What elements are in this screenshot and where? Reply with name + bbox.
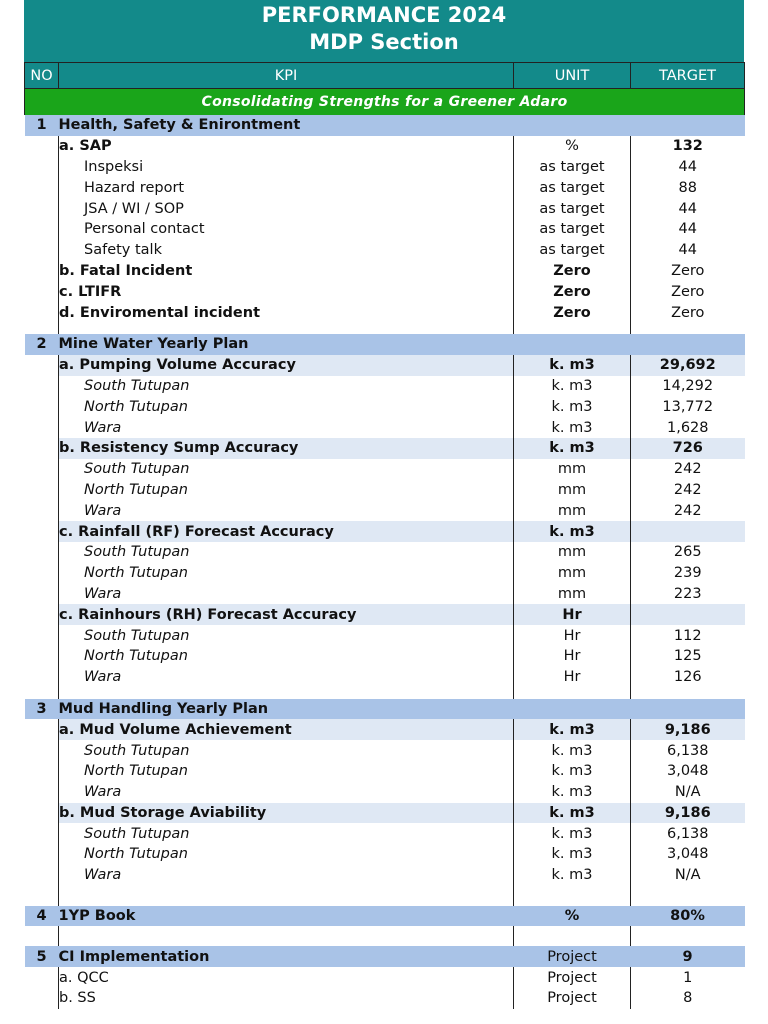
table-row: [25, 988, 745, 1009]
section-row: [25, 906, 745, 927]
cell-kpi: South Tutupan: [59, 823, 514, 844]
table-row: [25, 844, 745, 865]
cell-unit: %: [565, 138, 579, 155]
column-header-no: NO: [25, 63, 59, 89]
cell-kpi: Wara: [59, 500, 514, 521]
cell-kpi: a. Mud Volume Achievement: [59, 719, 514, 740]
spacer-cell: [631, 926, 745, 946]
table-row: [25, 302, 745, 323]
cell-target: 125: [631, 646, 745, 667]
cell-unit: k. m3: [551, 867, 593, 884]
cell-target: 239: [631, 563, 745, 584]
cell-no: 5: [25, 946, 59, 967]
spacer-cell: [514, 323, 631, 334]
cell-no: [25, 584, 59, 605]
cell-kpi: CI Implementation: [59, 946, 514, 967]
table-row: [25, 459, 745, 480]
table-row: [25, 563, 745, 584]
cell-unit: mm: [557, 481, 587, 498]
cell-target: 3,048: [631, 844, 745, 865]
cell-target: 126: [631, 667, 745, 688]
cell-unit: mm: [557, 544, 587, 561]
page-subtitle: MDP Section: [309, 30, 459, 54]
spacer-row: [25, 886, 745, 906]
cell-no: [25, 844, 59, 865]
cell-kpi: Inspeksi: [59, 157, 514, 178]
cell-target: [631, 699, 745, 720]
cell-no: [25, 396, 59, 417]
cell-kpi: b. Fatal Incident: [59, 261, 514, 282]
cell-target: Zero: [631, 302, 745, 323]
cell-unit: Zero: [553, 283, 591, 300]
cell-no: [25, 302, 59, 323]
spacer-cell: [59, 323, 514, 334]
cell-target: 44: [631, 219, 745, 240]
cell-target: 44: [631, 240, 745, 261]
table-row: [25, 740, 745, 761]
kpi-table: [24, 62, 745, 1009]
spacer-row: [25, 926, 745, 946]
table-row: [25, 261, 745, 282]
spacer-cell: [59, 886, 514, 906]
spacer-cell: [25, 688, 59, 699]
cell-unit: k. m3: [551, 763, 593, 780]
cell-target: 88: [631, 177, 745, 198]
title-banner: [24, 0, 744, 62]
cell-no: [25, 219, 59, 240]
table-row: [25, 604, 745, 625]
table-row: [25, 198, 745, 219]
table-row: [25, 177, 745, 198]
cell-kpi: North Tutupan: [59, 563, 514, 584]
cell-unit: Hr: [563, 669, 581, 686]
cell-target: 223: [631, 584, 745, 605]
cell-target: 265: [631, 542, 745, 563]
cell-no: [25, 177, 59, 198]
section-row: [25, 334, 745, 355]
cell-kpi: North Tutupan: [59, 761, 514, 782]
cell-no: [25, 625, 59, 646]
table-row: [25, 417, 745, 438]
cell-unit: Hr: [563, 627, 581, 644]
cell-no: [25, 761, 59, 782]
cell-no: [25, 480, 59, 501]
cell-target: 80%: [631, 906, 745, 927]
table-row: [25, 584, 745, 605]
cell-unit: Zero: [553, 262, 591, 279]
cell-no: [25, 667, 59, 688]
table-row: [25, 646, 745, 667]
cell-no: [25, 967, 59, 988]
cell-target: 9: [631, 946, 745, 967]
cell-kpi: Wara: [59, 584, 514, 605]
cell-no: 4: [25, 906, 59, 927]
cell-unit: k. m3: [514, 521, 631, 542]
page-title: PERFORMANCE 2024: [261, 3, 507, 27]
cell-unit: k. m3: [551, 377, 593, 394]
cell-target: 13,772: [631, 396, 745, 417]
spacer-cell: [514, 926, 631, 946]
table-row: [25, 157, 745, 178]
cell-target: 6,138: [631, 823, 745, 844]
cell-kpi: c. LTIFR: [59, 281, 514, 302]
column-header-target: TARGET: [631, 63, 745, 89]
cell-kpi: b. SS: [59, 988, 514, 1009]
cell-unit: k. m3: [551, 419, 593, 436]
cell-kpi: Mine Water Yearly Plan: [59, 334, 514, 355]
cell-no: [25, 198, 59, 219]
cell-no: [25, 865, 59, 886]
cell-target: 3,048: [631, 761, 745, 782]
cell-unit: k. m3: [551, 742, 593, 759]
spacer-cell: [514, 688, 631, 699]
cell-target: [631, 334, 745, 355]
cell-kpi: 1YP Book: [59, 906, 514, 927]
cell-no: [25, 542, 59, 563]
cell-target: 9,186: [631, 719, 745, 740]
kpi-table-body: [25, 115, 745, 1009]
cell-unit: [514, 699, 631, 720]
table-row: [25, 219, 745, 240]
spacer-cell: [59, 926, 514, 946]
cell-unit: as target: [539, 221, 605, 238]
cell-unit: as target: [539, 242, 605, 259]
table-row: [25, 865, 745, 886]
cell-no: 1: [25, 115, 59, 136]
cell-kpi: Wara: [59, 782, 514, 803]
cell-unit: k. m3: [514, 355, 631, 376]
cell-unit: [514, 334, 631, 355]
section-row: [25, 699, 745, 720]
table-row: [25, 136, 745, 157]
cell-no: [25, 563, 59, 584]
cell-unit: as target: [539, 179, 605, 196]
table-row: [25, 761, 745, 782]
cell-no: [25, 646, 59, 667]
table-row: [25, 782, 745, 803]
table-header-row: [25, 63, 745, 89]
cell-kpi: d. Enviromental incident: [59, 302, 514, 323]
cell-no: [25, 157, 59, 178]
table-row: [25, 281, 745, 302]
performance-sheet: [24, 0, 744, 1024]
spacer-cell: [59, 688, 514, 699]
cell-target: [631, 521, 745, 542]
cell-unit: mm: [557, 461, 587, 478]
spacer-cell: [25, 926, 59, 946]
spacer-cell: [631, 688, 745, 699]
cell-target: Zero: [631, 261, 745, 282]
cell-target: 14,292: [631, 376, 745, 397]
cell-unit: [514, 115, 631, 136]
cell-kpi: Health, Safety & Enirontment: [59, 115, 514, 136]
cell-kpi: Personal contact: [59, 219, 514, 240]
cell-unit: mm: [557, 502, 587, 519]
cell-no: [25, 281, 59, 302]
table-row: [25, 355, 745, 376]
table-row: [25, 240, 745, 261]
cell-unit: k. m3: [514, 803, 631, 824]
cell-no: [25, 376, 59, 397]
cell-no: [25, 803, 59, 824]
cell-unit: Project: [547, 969, 597, 986]
cell-kpi: Hazard report: [59, 177, 514, 198]
cell-kpi: South Tutupan: [59, 740, 514, 761]
table-row: [25, 823, 745, 844]
table-row: [25, 667, 745, 688]
table-row: [25, 625, 745, 646]
spacer-row: [25, 688, 745, 699]
spacer-cell: [25, 323, 59, 334]
cell-target: 6,138: [631, 740, 745, 761]
table-row: [25, 376, 745, 397]
cell-kpi: b. Mud Storage Aviability: [59, 803, 514, 824]
cell-unit: mm: [557, 585, 587, 602]
cell-no: [25, 604, 59, 625]
cell-unit: k. m3: [551, 784, 593, 801]
spacer-cell: [514, 886, 631, 906]
spacer-cell: [631, 886, 745, 906]
cell-kpi: Mud Handling Yearly Plan: [59, 699, 514, 720]
cell-unit: k. m3: [514, 438, 631, 459]
cell-kpi: South Tutupan: [59, 376, 514, 397]
table-row: [25, 719, 745, 740]
cell-unit: k. m3: [551, 398, 593, 415]
cell-target: 242: [631, 459, 745, 480]
cell-unit: Hr: [514, 604, 631, 625]
cell-unit: mm: [557, 565, 587, 582]
cell-kpi: Wara: [59, 667, 514, 688]
cell-target: Zero: [631, 281, 745, 302]
cell-target: 8: [631, 988, 745, 1009]
tagline-row: [25, 89, 745, 116]
cell-unit: %: [514, 906, 631, 927]
cell-no: [25, 240, 59, 261]
cell-target: N/A: [631, 865, 745, 886]
cell-kpi: Wara: [59, 865, 514, 886]
cell-target: 9,186: [631, 803, 745, 824]
cell-kpi: c. Rainhours (RH) Forecast Accuracy: [59, 604, 514, 625]
cell-kpi: c. Rainfall (RF) Forecast Accuracy: [59, 521, 514, 542]
cell-no: [25, 136, 59, 157]
cell-unit: Project: [514, 946, 631, 967]
cell-no: [25, 823, 59, 844]
section-row: [25, 115, 745, 136]
cell-unit: Project: [547, 990, 597, 1007]
spacer-row: [25, 323, 745, 334]
cell-kpi: North Tutupan: [59, 480, 514, 501]
cell-kpi: b. Resistency Sump Accuracy: [59, 438, 514, 459]
cell-kpi: a. SAP: [59, 136, 514, 157]
cell-no: [25, 417, 59, 438]
cell-kpi: North Tutupan: [59, 396, 514, 417]
cell-kpi: North Tutupan: [59, 844, 514, 865]
table-row: [25, 803, 745, 824]
cell-no: [25, 261, 59, 282]
cell-target: [631, 604, 745, 625]
cell-no: 3: [25, 699, 59, 720]
cell-kpi: a. QCC: [59, 967, 514, 988]
table-row: [25, 396, 745, 417]
cell-unit: k. m3: [551, 825, 593, 842]
cell-no: [25, 740, 59, 761]
cell-target: 44: [631, 198, 745, 219]
cell-unit: k. m3: [514, 719, 631, 740]
cell-kpi: Wara: [59, 417, 514, 438]
cell-kpi: Safety talk: [59, 240, 514, 261]
table-row: [25, 438, 745, 459]
spacer-cell: [631, 323, 745, 334]
section-row: [25, 946, 745, 967]
table-row: [25, 542, 745, 563]
cell-kpi: South Tutupan: [59, 542, 514, 563]
cell-kpi: a. Pumping Volume Accuracy: [59, 355, 514, 376]
cell-no: [25, 988, 59, 1009]
cell-target: 112: [631, 625, 745, 646]
cell-target: 1,628: [631, 417, 745, 438]
cell-unit: as target: [539, 158, 605, 175]
cell-target: 1: [631, 967, 745, 988]
cell-target: 29,692: [631, 355, 745, 376]
cell-target: N/A: [631, 782, 745, 803]
table-row: [25, 500, 745, 521]
table-row: [25, 521, 745, 542]
cell-target: 44: [631, 157, 745, 178]
cell-no: [25, 521, 59, 542]
cell-no: [25, 719, 59, 740]
cell-unit: Zero: [553, 304, 591, 321]
cell-target: 242: [631, 500, 745, 521]
cell-no: [25, 782, 59, 803]
spacer-cell: [25, 886, 59, 906]
cell-unit: k. m3: [551, 846, 593, 863]
cell-no: 2: [25, 334, 59, 355]
cell-target: 242: [631, 480, 745, 501]
cell-no: [25, 500, 59, 521]
cell-kpi: South Tutupan: [59, 625, 514, 646]
column-header-kpi: KPI: [59, 63, 514, 89]
cell-target: 132: [631, 136, 745, 157]
table-row: [25, 967, 745, 988]
cell-target: 726: [631, 438, 745, 459]
tagline: Consolidating Strengths for a Greener Adaro: [25, 89, 745, 116]
cell-unit: as target: [539, 200, 605, 217]
cell-target: [631, 115, 745, 136]
cell-no: [25, 355, 59, 376]
cell-kpi: North Tutupan: [59, 646, 514, 667]
cell-kpi: JSA / WI / SOP: [59, 198, 514, 219]
column-header-unit: UNIT: [514, 63, 631, 89]
cell-kpi: South Tutupan: [59, 459, 514, 480]
table-row: [25, 480, 745, 501]
cell-unit: Hr: [563, 648, 581, 665]
cell-no: [25, 459, 59, 480]
cell-no: [25, 438, 59, 459]
